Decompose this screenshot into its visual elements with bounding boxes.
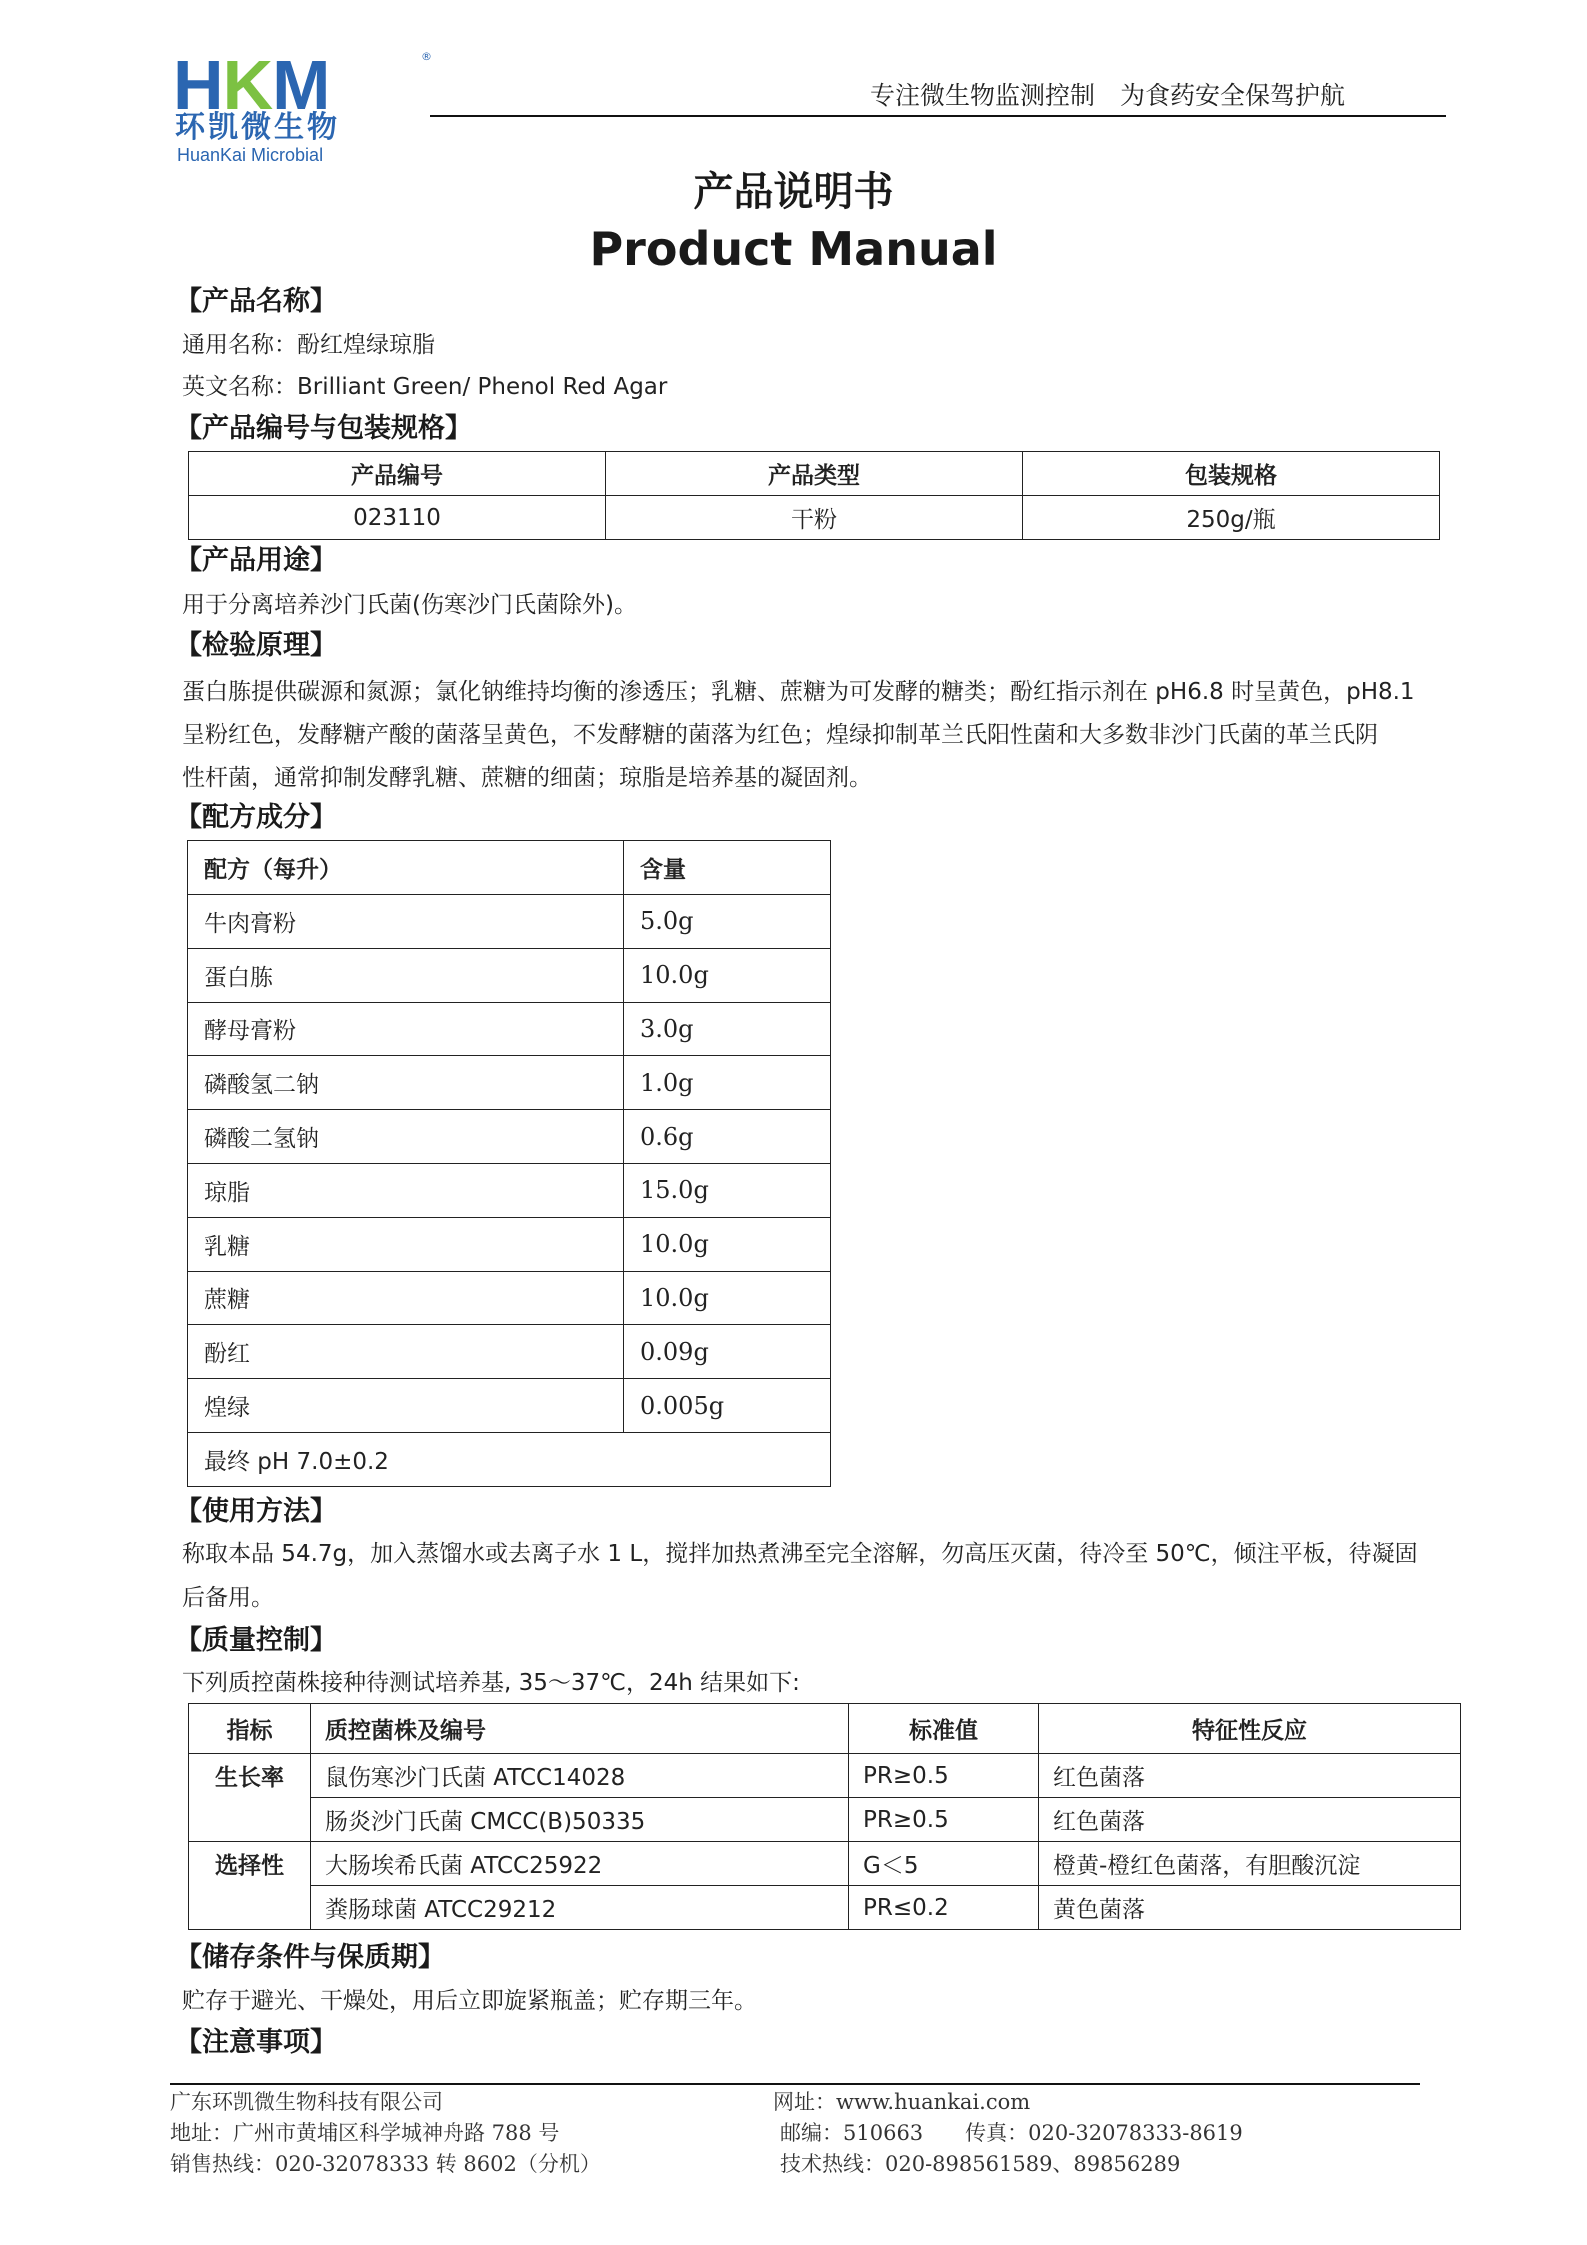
doc-title-cn: 产品说明书: [693, 169, 894, 215]
package-spec: 250g/瓶: [1023, 496, 1440, 540]
header-cell: 配方（每升）: [188, 841, 624, 895]
company-logo: [173, 46, 433, 165]
section-heading-qc: 【质量控制】: [175, 1625, 337, 1656]
table-row: [188, 895, 831, 949]
header-cell: 标准值: [849, 1704, 1039, 1754]
qc-strain: 鼠伤寒沙门氏菌 ATCC14028: [311, 1754, 849, 1798]
table-row: [189, 1754, 1461, 1798]
footer-company: 广东环凯微生物科技有限公司: [170, 2090, 443, 2114]
english-name: 英文名称：Brilliant Green/ Phenol Red Agar: [182, 374, 668, 400]
ingredient: 磷酸二氢钠: [188, 1110, 624, 1164]
header-cell: 指标: [189, 1704, 311, 1754]
table-header-row: [189, 1704, 1461, 1754]
qc-indicator: 生长率: [189, 1754, 311, 1798]
table-row: [189, 1798, 1461, 1842]
section-heading-storage: 【储存条件与保质期】: [175, 1942, 445, 1973]
qc-reaction: 红色菌落: [1039, 1798, 1461, 1842]
footer-postcode-fax: 邮编：510663 传真：020-32078333-8619: [780, 2121, 1243, 2145]
qc-indicator-spacer: [189, 1798, 311, 1842]
common-name: 通用名称：酚红煌绿琼脂: [182, 332, 435, 358]
amount: 3.0g: [624, 1002, 831, 1056]
storage-text: 贮存于避光、干燥处，用后立即旋紧瓶盖；贮存期三年。: [182, 1988, 757, 2014]
amount: 0.09g: [624, 1325, 831, 1379]
doc-title-en: Product Manual: [589, 222, 998, 276]
table-header-row: [188, 841, 831, 895]
ingredient: 琼脂: [188, 1163, 624, 1217]
qc-standard: G＜5: [849, 1842, 1039, 1886]
ingredient: 磷酸氢二钠: [188, 1056, 624, 1110]
amount: 1.0g: [624, 1056, 831, 1110]
header-cell: 含量: [624, 841, 831, 895]
table-row: [189, 1842, 1461, 1886]
formula-table: [187, 840, 831, 1487]
logo-chinese-name: 环凯微生物: [175, 110, 340, 145]
section-heading-principle: 【检验原理】: [175, 630, 337, 661]
qc-strain: 粪肠球菌 ATCC29212: [311, 1886, 849, 1930]
table-row: [188, 1379, 831, 1433]
product-type: 干粉: [606, 496, 1023, 540]
ingredient: 煌绿: [188, 1379, 624, 1433]
qc-strain: 肠炎沙门氏菌 CMCC(B)50335: [311, 1798, 849, 1842]
final-ph: 最终 pH 7.0±0.2: [188, 1432, 831, 1486]
table-row: [189, 496, 1440, 540]
qc-intro: 下列质控菌株接种待测试培养基, 35～37℃，24h 结果如下:: [182, 1670, 800, 1696]
table-header-row: [189, 452, 1440, 496]
package-table: [188, 451, 1440, 540]
qc-reaction: 橙黄-橙红色菌落，有胆酸沉淀: [1039, 1842, 1461, 1886]
table-row: [189, 1886, 1461, 1930]
logo-letter-k: K: [222, 46, 273, 124]
method-line: 称取本品 54.7g，加入蒸馏水或去离子水 1 L，搅拌加热煮沸至完全溶解，勿高压灭菌，待冷至 50℃，倾注平板，待凝固: [182, 1541, 1418, 1567]
ingredient: 酵母膏粉: [188, 1002, 624, 1056]
table-row: [188, 948, 831, 1002]
qc-reaction: 红色菌落: [1039, 1754, 1461, 1798]
product-code: 023110: [189, 496, 606, 540]
footer-tech-hotline: 技术热线：020-898561589、89856289: [780, 2152, 1181, 2176]
amount: 10.0g: [624, 1271, 831, 1325]
section-heading-notes: 【注意事项】: [175, 2027, 337, 2058]
amount: 5.0g: [624, 895, 831, 949]
qc-standard: PR≥0.5: [849, 1798, 1039, 1842]
principle-line: 性杆菌，通常抑制发酵乳糖、蔗糖的细菌；琼脂是培养基的凝固剂。: [182, 765, 872, 791]
amount: 15.0g: [624, 1163, 831, 1217]
amount: 0.005g: [624, 1379, 831, 1433]
section-heading-name: 【产品名称】: [175, 286, 337, 317]
qc-reaction: 黄色菌落: [1039, 1886, 1461, 1930]
table-row: [188, 1217, 831, 1271]
ingredient: 蔗糖: [188, 1271, 624, 1325]
footer-address: 地址：广州市黄埔区科学城神舟路 788 号: [170, 2121, 560, 2145]
logo-english-name: HuanKai Microbial: [177, 145, 324, 165]
table-row: [188, 1002, 831, 1056]
footer-website: 网址：www.huankai.com: [773, 2090, 1031, 2114]
logo-mark: HKM: [173, 46, 330, 124]
qc-standard: PR≤0.2: [849, 1886, 1039, 1930]
amount: 10.0g: [624, 948, 831, 1002]
table-row: [188, 1110, 831, 1164]
header-divider: [430, 115, 1446, 117]
section-heading-package: 【产品编号与包装规格】: [175, 413, 472, 444]
header-cell: 产品类型: [606, 452, 1023, 496]
header-cell: 包装规格: [1023, 452, 1440, 496]
method-line: 后备用。: [182, 1585, 274, 1611]
registered-mark: ®: [421, 50, 432, 63]
qc-indicator: 选择性: [189, 1842, 311, 1886]
qc-standard: PR≥0.5: [849, 1754, 1039, 1798]
section-heading-method: 【使用方法】: [175, 1496, 337, 1527]
amount: 10.0g: [624, 1217, 831, 1271]
ingredient: 牛肉膏粉: [188, 895, 624, 949]
principle-line: 呈粉红色，发酵糖产酸的菌落呈黄色，不发酵糖的菌落为红色；煌绿抑制革兰氏阳性菌和大多数非沙门氏菌的革兰氏阴: [182, 722, 1378, 748]
ingredient: 酚红: [188, 1325, 624, 1379]
header-slogan: 专注微生物监测控制 为食药安全保驾护航: [870, 81, 1346, 110]
ingredient: 乳糖: [188, 1217, 624, 1271]
qc-indicator-spacer: [189, 1886, 311, 1930]
header-cell: 质控菌株及编号: [311, 1704, 849, 1754]
footer-divider: [170, 2083, 1420, 2085]
ingredient: 蛋白胨: [188, 948, 624, 1002]
use-text: 用于分离培养沙门氏菌(伤寒沙门氏菌除外)。: [182, 592, 637, 618]
qc-strain: 大肠埃希氏菌 ATCC25922: [311, 1842, 849, 1886]
qc-table: [188, 1703, 1461, 1930]
table-row: [188, 1163, 831, 1217]
table-row: [188, 1432, 831, 1486]
section-heading-use: 【产品用途】: [175, 545, 337, 576]
header-cell: 产品编号: [189, 452, 606, 496]
footer-sales-hotline: 销售热线：020-32078333 转 8602（分机）: [170, 2152, 601, 2176]
table-row: [188, 1056, 831, 1110]
amount: 0.6g: [624, 1110, 831, 1164]
section-heading-formula: 【配方成分】: [175, 802, 337, 833]
principle-line: 蛋白胨提供碳源和氮源；氯化钠维持均衡的渗透压；乳糖、蔗糖为可发酵的糖类；酚红指示剂在 pH6.8 时呈黄色，pH8.1: [182, 679, 1415, 705]
table-row: [188, 1271, 831, 1325]
table-row: [188, 1325, 831, 1379]
header-cell: 特征性反应: [1039, 1704, 1461, 1754]
